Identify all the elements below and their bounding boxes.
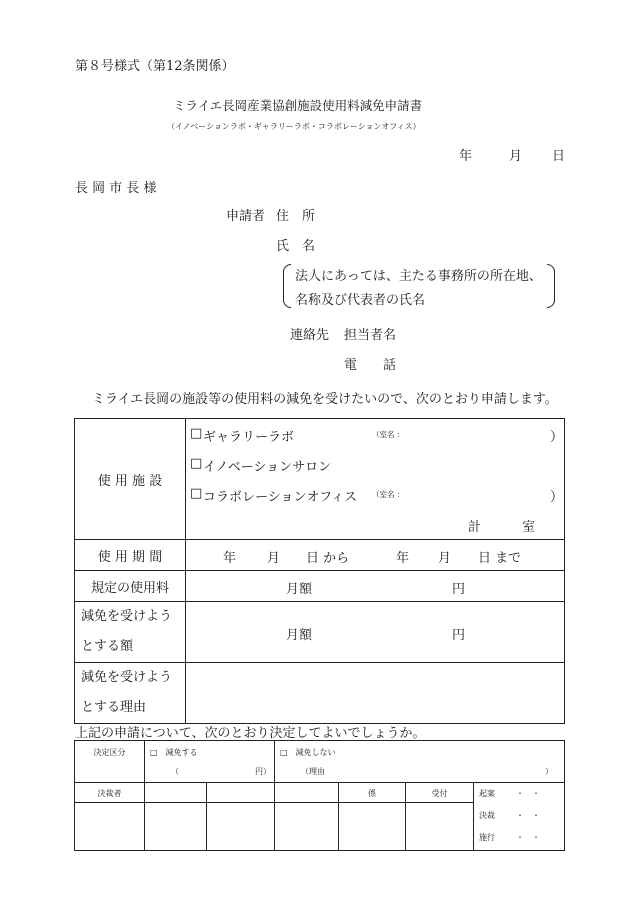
fee-yen-label: 円: [452, 582, 466, 597]
person-in-charge-label: 担当者名: [344, 328, 397, 343]
reduction-reason-label-line1: 減免を受けよう: [81, 670, 173, 685]
period-value[interactable]: [186, 540, 565, 571]
corporation-note-bracket: [283, 262, 555, 308]
reduction-amount-value[interactable]: [186, 602, 565, 663]
reduce-amount-open: （: [171, 767, 179, 776]
approval-cell-2-header: [207, 783, 275, 803]
addressee: 長 岡 市 長 様: [75, 181, 157, 196]
facility-option-salon[interactable]: [186, 449, 564, 479]
reduction-reason-label: [75, 663, 186, 724]
reduction-reason-value[interactable]: [186, 663, 565, 724]
fee-value[interactable]: [186, 571, 565, 602]
period-end-year: 年: [396, 551, 410, 566]
reduction-yen-label: 円: [452, 628, 466, 643]
period-start-year: 年: [223, 551, 237, 566]
draft-label: 起案: [479, 789, 495, 798]
staff-label: 係: [339, 783, 406, 803]
decision-category-label: 決定区分: [75, 741, 145, 783]
reduction-amount-label-line2: とする額: [81, 639, 134, 654]
approval-cell-1-header: [145, 783, 207, 803]
decision-question: 上記の申請について、次のとおり決定してよいでしょうか。: [75, 726, 426, 741]
room-close-paren: ）: [550, 430, 564, 445]
date-day-label: 日: [552, 149, 566, 164]
form-number: 第８号様式（第12条関係）: [75, 59, 235, 74]
reduction-reason-label-line2: とする理由: [81, 700, 147, 715]
reduction-monthly-label: 月額: [286, 628, 313, 643]
approved-date: ・ ・: [516, 811, 540, 820]
decision-reduce-cell[interactable]: [145, 741, 275, 783]
approver-label: 決裁者: [75, 783, 145, 803]
facility-name: ギャラリーラボ: [203, 430, 295, 445]
period-end-month: 月: [438, 551, 452, 566]
decision-table: [74, 740, 565, 851]
application-table: [74, 418, 565, 724]
corporation-note-line2: 名称及び代表者の氏名: [295, 293, 426, 308]
facility-name: イノベーションサロン: [203, 460, 332, 475]
left-bracket: [283, 264, 291, 308]
reduce-option[interactable]: □ 減免する: [150, 748, 198, 757]
right-bracket: [547, 264, 555, 308]
stamp-cell-received[interactable]: [406, 803, 474, 851]
fee-monthly-label: 月額: [286, 582, 313, 597]
no-reduce-reason-open: （理由: [301, 767, 325, 776]
name-label: 氏 名: [276, 239, 316, 254]
contact-label: 連絡先: [290, 328, 330, 343]
room-name-label: （室名 ：: [372, 490, 405, 499]
draft-date: ・ ・: [516, 789, 540, 798]
fee-label: 規定の使用料: [75, 571, 186, 602]
date-year-label: 年: [459, 149, 473, 164]
reduction-amount-label-line1: 減免を受けよう: [81, 609, 173, 624]
stamp-cell-approver[interactable]: [75, 803, 145, 851]
facility-label: 使 用 施 設: [75, 419, 186, 540]
approval-cell-3-header: [275, 783, 339, 803]
facility-checkbox[interactable]: □: [190, 486, 203, 501]
period-label: 使 用 期 間: [75, 540, 186, 571]
date-month-label: 月: [509, 149, 523, 164]
decision-no-reduce-cell[interactable]: [275, 741, 565, 783]
facility-name: コラボレーションオフィス: [203, 490, 358, 505]
facility-option-office[interactable]: [186, 479, 564, 509]
facility-checkbox[interactable]: □: [190, 456, 203, 471]
reduction-amount-label: [75, 602, 186, 663]
enforced-date: ・ ・: [516, 833, 540, 842]
facility-total-line: [186, 509, 564, 539]
stamp-cell-1[interactable]: [145, 803, 207, 851]
applicant-label: 申請者: [226, 209, 266, 224]
room-count-unit: 室: [522, 520, 536, 535]
enforced-label: 施行: [479, 833, 495, 842]
approved-label: 決裁: [479, 811, 495, 820]
period-start-month: 月: [267, 551, 281, 566]
stamp-cell-3[interactable]: [275, 803, 339, 851]
no-reduce-option[interactable]: □ 減免しない: [280, 748, 336, 757]
room-name-label: （室名 ：: [372, 430, 405, 439]
no-reduce-reason-close: ）: [545, 767, 553, 776]
facility-options: [186, 419, 565, 540]
reduce-amount-close: 円）: [255, 767, 271, 776]
stamp-cell-2[interactable]: [207, 803, 275, 851]
dates-cell: [474, 783, 565, 851]
stamp-cell-staff[interactable]: [339, 803, 406, 851]
form-title: ミライエ長岡産業協創施設使用料減免申請書: [173, 98, 423, 113]
room-close-paren: ）: [550, 490, 564, 505]
corporation-note-line1: 法人にあっては、主たる事務所の所在地、: [295, 269, 542, 284]
phone-label: 電 話: [344, 358, 397, 373]
facility-checkbox[interactable]: □: [190, 426, 203, 441]
facility-option-gallery[interactable]: [186, 419, 564, 449]
period-start-day: 日 から: [306, 551, 350, 566]
address-label: 住 所: [276, 209, 316, 224]
received-label: 受付: [406, 783, 474, 803]
period-end-day: 日 まで: [478, 551, 522, 566]
total-label: 計: [468, 520, 482, 535]
intro-text: ミライエ長岡の施設等の使用料の減免を受けたいので、次のとおり申請します。: [92, 392, 558, 407]
form-subtitle: （イノベーションラボ・ギャラリーラボ・コラボレーションオフィス）: [167, 122, 421, 131]
